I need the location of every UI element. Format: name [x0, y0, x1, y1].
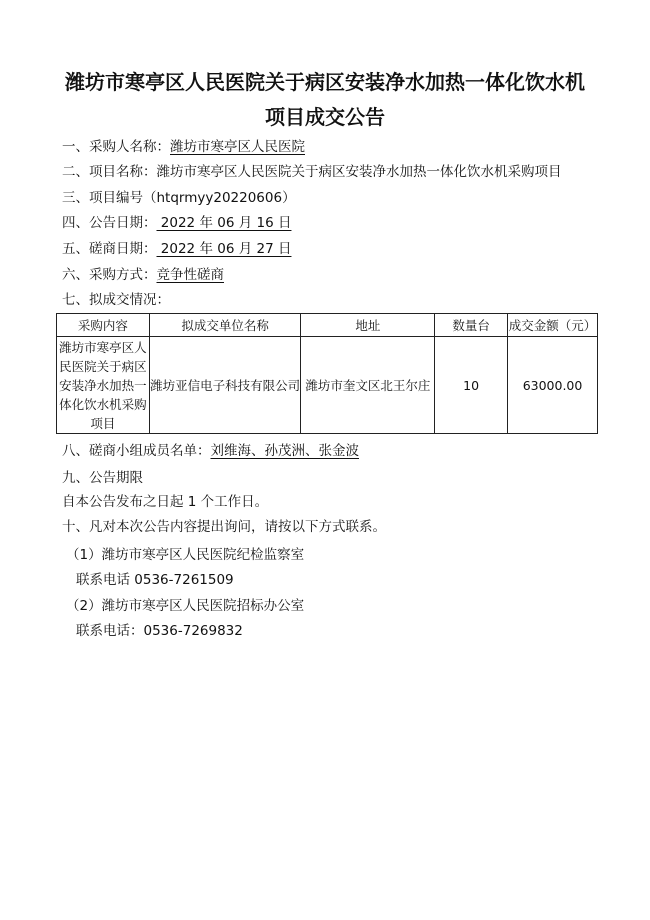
method-value: 竞争性磋商: [156, 267, 224, 283]
announce-date-line: [62, 211, 291, 231]
table-header-cell: 采购内容: [57, 314, 150, 337]
result-table: [56, 313, 598, 434]
contact-1-name: （1）潍坊市寒亭区人民医院纪检监察室: [66, 547, 305, 563]
negotiation-date-label: 五、磋商日期：: [62, 241, 157, 257]
negotiation-date-value: 2022 年 06 月 27 日: [156, 241, 292, 257]
project-no-label: 三、项目编号: [62, 190, 143, 206]
method-label: 六、采购方式：: [62, 267, 157, 283]
procurement-content-cell: 潍坊市寒亭区人民医院关于病区安装净水加热一体化饮水机采购项目: [57, 337, 150, 434]
period-label: 九、公告期限: [62, 470, 143, 486]
panel-line: [62, 439, 359, 459]
table-header-row: [57, 314, 598, 337]
supplier-cell: 潍坊亚信电子科技有限公司: [149, 337, 301, 434]
document-title-line1: 潍坊市寒亭区人民医院关于病区安装净水加热一体化饮水机: [65, 70, 585, 94]
announce-date-value: 2022 年 06 月 16 日: [156, 215, 292, 231]
contact-intro: 十、凡对本次公告内容提出询问，请按以下方式联系。: [62, 519, 386, 535]
table-header-cell: 地址: [301, 314, 435, 337]
project-name-label: 二、项目名称：: [62, 164, 157, 180]
negotiation-date-line: [62, 237, 291, 257]
panel-label: 八、磋商小组成员名单：: [62, 443, 211, 459]
project-no-value: （htqrmyy20220606）: [143, 190, 296, 206]
table-row: [57, 337, 598, 434]
project-name-value: 潍坊市寒亭区人民医院关于病区安装净水加热一体化饮水机采购项目: [156, 164, 562, 180]
contact-2-name: （2）潍坊市寒亭区人民医院招标办公室: [66, 598, 305, 614]
address-cell: 潍坊市奎文区北王尔庄: [301, 337, 435, 434]
purchaser-label: 一、采购人名称：: [62, 139, 170, 155]
contact-2-phone: 联系电话：0536-7269832: [76, 623, 243, 639]
table-header-cell: 成交金额（元）: [508, 314, 598, 337]
contact-1-phone: 联系电话 0536-7261509: [76, 572, 234, 588]
panel-members: 刘维海、孙茂洲、张金波: [210, 443, 359, 459]
method-line: [62, 263, 224, 283]
period-text: 自本公告发布之日起 1 个工作日。: [62, 494, 269, 510]
purchaser-line: [62, 135, 305, 155]
project-no-line: [62, 186, 296, 206]
project-name-line: [62, 160, 562, 180]
quantity-cell: 10: [435, 337, 508, 434]
result-label: 七、拟成交情况：: [62, 292, 170, 308]
purchaser-value: 潍坊市寒亭区人民医院: [170, 139, 305, 155]
document-title-line2: 项目成交公告: [265, 105, 385, 129]
table-header-cell: 拟成交单位名称: [149, 314, 301, 337]
amount-cell: 63000.00: [508, 337, 598, 434]
announce-date-label: 四、公告日期：: [62, 215, 157, 231]
table-header-cell: 数量台: [435, 314, 508, 337]
